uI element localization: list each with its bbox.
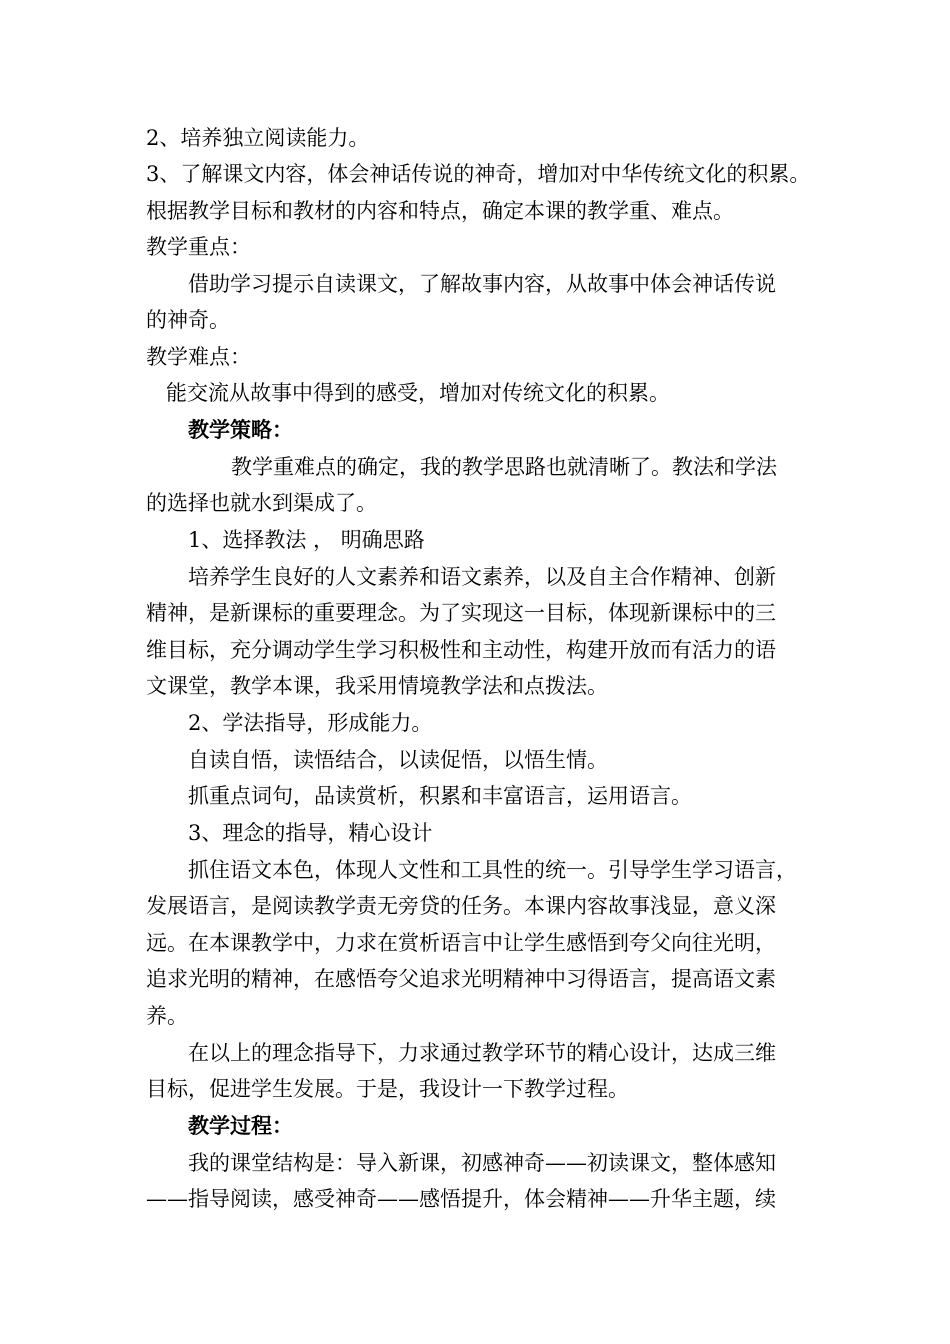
heading-difficult-points: 教学难点： [146, 345, 251, 369]
objective-2: 2、培养独立阅读能力。 [146, 126, 370, 150]
paragraph-text: 根据教学目标和教材的内容和特点，确定本课的教学重、难点。 [146, 199, 734, 223]
paragraph-text: 目标，促进学生发展。于是，我设计一下教学过程。 [146, 1077, 629, 1101]
paragraph-text: 维目标，充分调动学生学习积极性和主动性，构建开放而有活力的语 [146, 638, 776, 662]
paragraph-text: ——指导阅读，感受神奇——感悟提升，体会精神——升华主题，续 [146, 1187, 776, 1211]
subheading-text: 3、理念的指导，精心设计 [188, 821, 433, 845]
paragraph-text: 借助学习提示自读课文，了解故事内容，从故事中体会神话传说 [188, 272, 776, 296]
paragraph-text: 远。在本课教学中，力求在赏析语言中让学生感悟到夸父向往光明， [146, 931, 776, 955]
paragraph-text: 发展语言，是阅读教学责无旁贷的任务。本课内容故事浅显，意义深 [146, 894, 776, 918]
paragraph-text: 在以上的理念指导下，力求通过教学环节的精心设计，达成三维 [188, 1041, 776, 1065]
paragraph-text: 能交流从故事中得到的感受，增加对传统文化的积累。 [166, 381, 670, 405]
heading-teaching-strategy: 教学策略： [188, 417, 293, 442]
paragraph-text: 教学重难点的确定，我的教学思路也就清晰了。教法和学法 [231, 455, 777, 479]
paragraph-text: 抓重点词句，品读赏析，积累和丰富语言，运用语言。 [188, 784, 692, 808]
paragraph-text: 抓住语文本色，体现人文性和工具性的统一。引导学生学习语言， [188, 858, 797, 882]
paragraph-text: 追求光明的精神，在感悟夸父追求光明精神中习得语言，提高语文素 [146, 967, 776, 991]
paragraph-text: 的选择也就水到渠成了。 [146, 491, 377, 515]
objective-3: 3、了解课文内容，体会神话传说的神奇，增加对中华传统文化的积累。 [146, 162, 811, 186]
paragraph-text: 精神，是新课标的重要理念。为了实现这一目标，体现新课标中的三 [146, 601, 776, 625]
heading-key-points: 教学重点： [146, 235, 251, 259]
subheading-text: 1、选择教法 ， 明确思路 [188, 528, 425, 552]
paragraph-text: 文课堂，教学本课，我采用情境教学法和点拨法。 [146, 674, 608, 698]
paragraph-text: 自读自悟，读悟结合，以读促悟，以悟生情。 [188, 748, 608, 772]
paragraph-text: 的神奇。 [146, 308, 230, 332]
paragraph-text: 培养学生良好的人文素养和语文素养，以及自主合作精神、创新 [188, 565, 776, 589]
paragraph-text: 我的课堂结构是：导入新课，初感神奇——初读课文，整体感知 [188, 1151, 776, 1175]
paragraph-text: 养。 [146, 1004, 188, 1028]
subheading-text: 2、学法指导，形成能力。 [188, 711, 433, 735]
heading-teaching-process: 教学过程： [188, 1113, 293, 1138]
